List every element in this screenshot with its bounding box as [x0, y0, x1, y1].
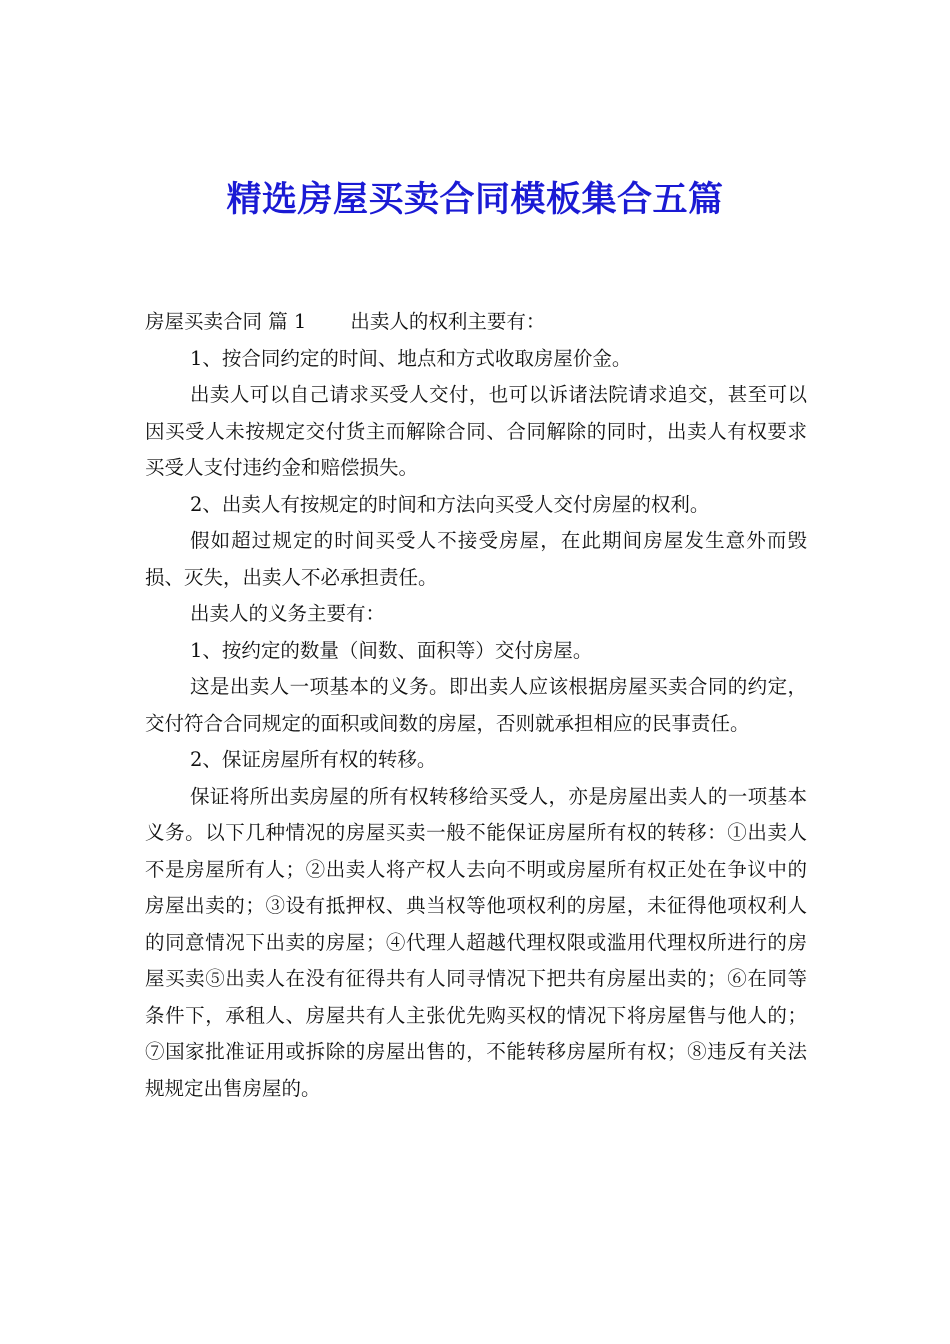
paragraph: 这是出卖人一项基本的义务。即出卖人应该根据房屋买卖合同的约定，交付符合合同规定的面积或间数的房屋，否则就承担相应的民事责任。 [145, 675, 807, 735]
paragraph: 2、保证房屋所有权的转移。 [190, 748, 437, 771]
section-label: 房屋买卖合同 篇 1 [145, 310, 307, 333]
paragraph: 出卖人可以自己请求买受人交付，也可以诉诸法院请求追交，甚至可以因买受人未按规定交付货主而解除合同、合同解除的同时，出卖人有权要求买受人支付违约金和赔偿损失。 [145, 383, 807, 479]
paragraph: 2、出卖人有按规定的时间和方法向买受人交付房屋的权利。 [190, 492, 710, 516]
paragraph: 1、按合同约定的时间、地点和方式收取房屋价金。 [190, 346, 632, 370]
document-body [145, 304, 807, 1107]
paragraph-text: 出卖人的权利主要有： [350, 310, 546, 333]
paragraph: 出卖人的义务主要有： [190, 602, 386, 625]
first-paragraph [145, 304, 807, 341]
paragraph: 1、按约定的数量（间数、面积等）交付房屋。 [190, 638, 593, 662]
paragraph: 保证将所出卖房屋的所有权转移给买受人，亦是房屋出卖人的一项基本义务。以下几种情况的房屋买卖一般不能保证房屋所有权的转移：①出卖人不是房屋所有人；②出卖人将产权人去向不明或房屋所有权正处在争议中的房屋出卖的；③设有抵押权、典当权等他项权利的房屋，未征得他项权利人的同意情况下出卖的房屋；④代理人超越代理权限或滥用代理权所进行的房屋买卖⑤出卖人在没有征得共有人同寻情况下把共有房屋出卖的；⑥在同等条件下，承租人、房屋共有人主张优先购买权的情况下将房屋售与他人的；⑦国家批准证用或拆除的房屋出售的，不能转移房屋所有权；⑧违反有关法规规定出售房屋的。 [145, 784, 807, 1100]
paragraph: 假如超过规定的时间买受人不接受房屋，在此期间房屋发生意外而毁损、灭失，出卖人不必承担责任。 [145, 529, 807, 589]
document-title: 精选房屋买卖合同模板集合五篇 [226, 180, 724, 220]
